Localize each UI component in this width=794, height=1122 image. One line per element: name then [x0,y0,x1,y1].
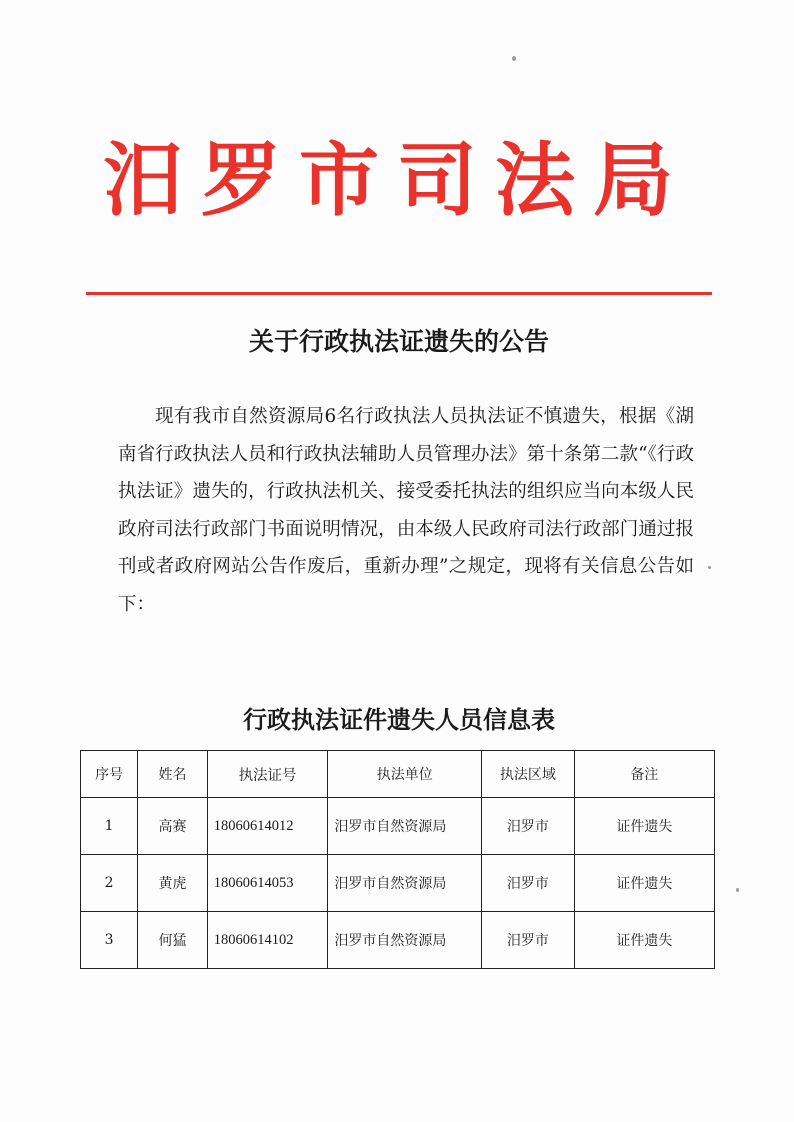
organization-header: 汨罗市司法局 [103,133,691,227]
table-row [81,855,715,912]
cell-name: 何猛 [138,912,208,969]
scan-speck [512,56,516,61]
scan-speck [708,566,711,569]
table-title: 行政执法证件遗失人员信息表 [243,705,555,734]
cell-no: 3 [81,912,138,969]
notice-title: 关于行政执法证遗失的公告 [248,327,549,356]
cell-area: 汨罗市 [482,912,575,969]
cell-unit: 汨罗市自然资源局 [328,855,482,912]
cell-unit: 汨罗市自然资源局 [328,798,482,855]
cell-no: 2 [81,855,138,912]
cell-cert: 18060614102 [207,912,328,969]
cell-area: 汨罗市 [482,855,575,912]
cell-unit: 汨罗市自然资源局 [328,912,482,969]
scan-speck [736,888,739,892]
header-red-rule [86,292,712,295]
cell-cert: 18060614012 [207,798,328,855]
cell-note: 证件遗失 [574,798,714,855]
cell-no: 1 [81,798,138,855]
cell-cert: 18060614053 [207,855,328,912]
header-cert: 执法证号 [207,751,328,798]
cell-note: 证件遗失 [574,855,714,912]
notice-body: 现有我市自然资源局6名行政执法人员执法证不慎遗失，根据《湖南省行政执法人员和行政执法辅助人员管理办法》第十条第二款“《行政执法证》遗失的，行政执法机关、接受委托执法的组织应当向本级人民政府司法行政部门书面说明情况，由本级人民政府司法行政部门通过报刊或者政府网站公告作废后，重新办理”之规定，现将有关信息公告如下： [118,406,694,615]
header-note: 备注 [574,751,714,798]
header-no: 序号 [81,751,138,798]
table-row [81,798,715,855]
cell-note: 证件遗失 [574,912,714,969]
cell-area: 汨罗市 [482,798,575,855]
header-unit: 执法单位 [328,751,482,798]
header-area: 执法区域 [482,751,575,798]
lost-certificate-table [80,750,715,969]
table-row [81,912,715,969]
table-header-row [81,751,715,798]
cell-name: 黄虎 [138,855,208,912]
cell-name: 高赛 [138,798,208,855]
header-name: 姓名 [138,751,208,798]
